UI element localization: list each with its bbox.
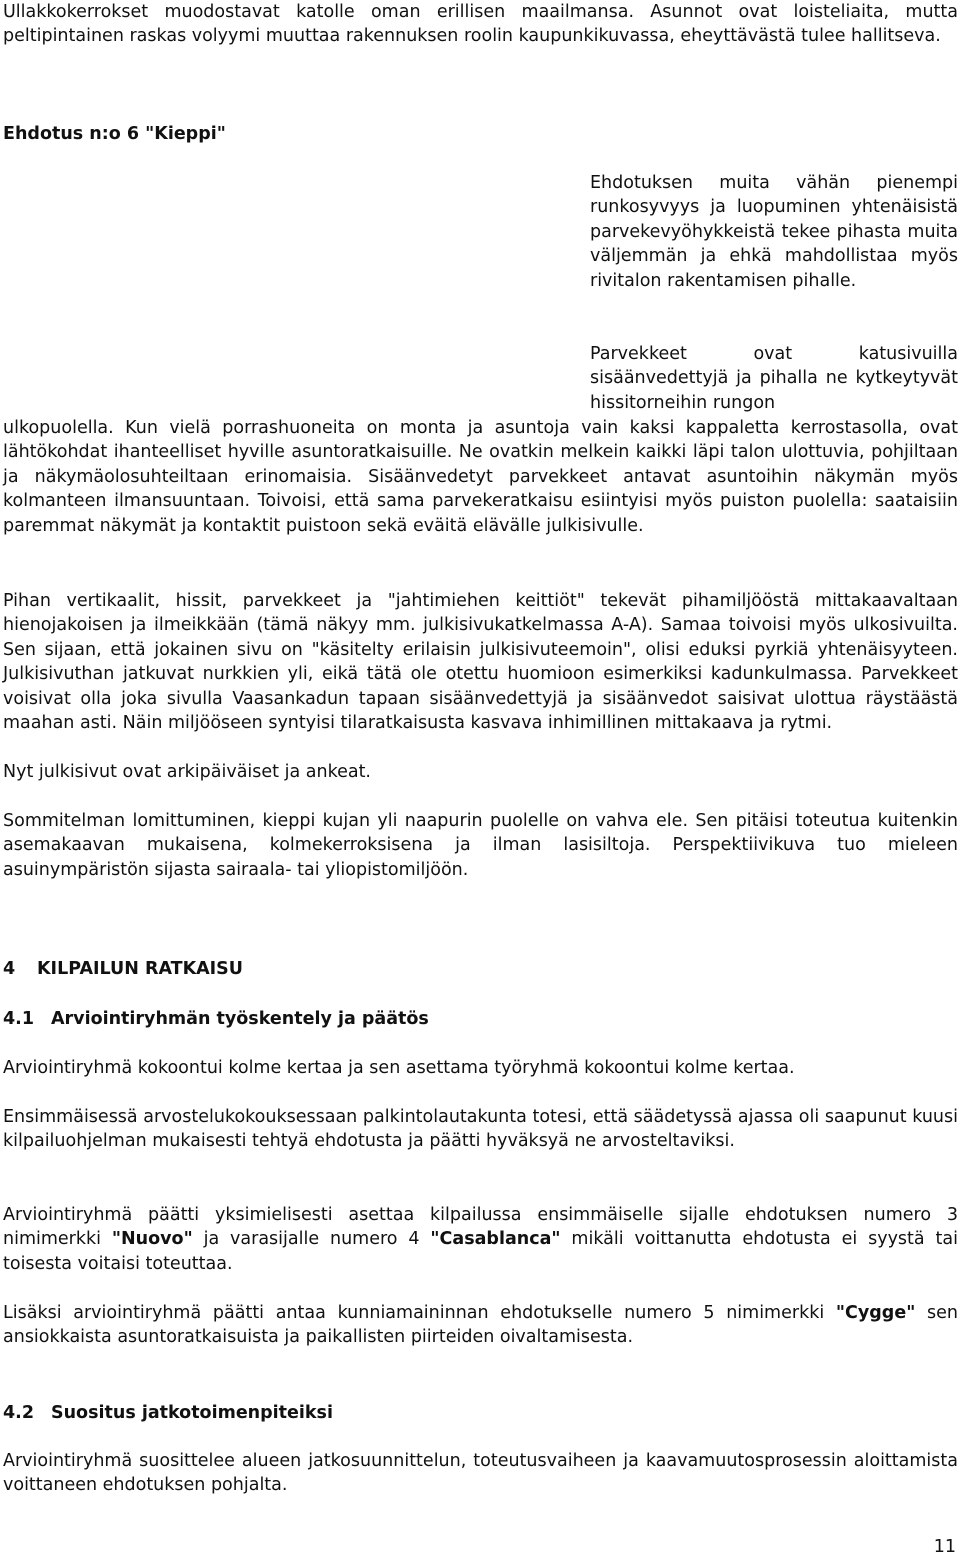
proposal-6-siteplan-paragraph: Sommitelman lomittuminen, kieppi kujan yli naapurin puolelle on vahva ele. Sen pitäisi toteutua kuitenkin asemakaavan mukaisena, kolmekerroksisena ja ilman lasisiltoja. Perspektiivikuva tuo mieleen asuinympäristön sijasta sairaala- tai yliopistomiljöön. xyxy=(3,811,958,880)
section-4-1-number: 4.1 xyxy=(3,1009,35,1029)
section-4-2-paragraph-1: Arviointiryhmä suosittelee alueen jatkosuunnittelun, toteutusvaiheen ja kaavamuutosprosessin aloittamista voittaneen ehdotuksen pohjalta. xyxy=(3,1451,958,1496)
proposal-6-balcony-paragraph: ulkopuolella. Kun vielä porrashuoneita on monta ja asuntoja vain kaksi kappaletta kerrostasolla, ovat lähtökohdat ihanteelliset hyville asuntoratkaisuille. Ne ovatkin melkein kaikki läpi talon ulottuvia, pohjiltaan ja näkymäolosuhteiltaan erinomaisia. Sisäänvedetyt parvekkeet antavat asuntoihin näkymän myös kolmanteen ilmansuuntaan. Toivoisi, että sama parvekeratkaisu esiintyisi myös puiston puolella: saataisiin paremmat näkymät ja kontaktit puistoon sekä eväitä elävälle julkisivulle. xyxy=(3,418,958,536)
paragraph-4-text-a: Lisäksi arviointiryhmä päätti antaa kunniamaininnan ehdotukselle numero 5 nimimerkki xyxy=(3,1303,836,1323)
proposal-6-right-column-paragraph-2: Parvekkeet ovat katusivuilla sisäänvedettyjä ja pihalla ne kytkeytyvät hissitorneihin rungon xyxy=(590,344,958,413)
page-number: 11 xyxy=(933,1537,956,1557)
paragraph-3-text-c: ja varasijalle numero 4 xyxy=(192,1229,431,1250)
section-4-title: KILPAILUN RATKAISU xyxy=(37,959,244,979)
runner-up-pseudonym: "Casablanca" xyxy=(430,1229,561,1250)
section-4-1-paragraph-1: Arviointiryhmä kokoontui kolme kertaa ja sen asettama työryhmä kokoontui kolme kertaa. xyxy=(3,1058,795,1078)
section-4-number: 4 xyxy=(3,959,16,979)
proposal-6-facade-last-line: Nyt julkisivut ovat arkipäiväiset ja ankeat. xyxy=(3,762,371,782)
section-4-1-paragraph-2: Ensimmäisessä arvostelukokouksessaan palkintolautakunta totesi, että säädetyssä ajassa oli saapunut kuusi kilpailuohjelman mukaisesti tehtyä ehdotusta ja päätti hyväksyä ne arvosteltaviksi. xyxy=(3,1107,958,1152)
section-4-2-number: 4.2 xyxy=(3,1403,35,1423)
section-4-1-heading xyxy=(3,1007,429,1031)
section-4-1-title: Arviointiryhmän työskentely ja päätös xyxy=(51,1009,429,1029)
paragraph-4-text-c: sen ansiokkaista asuntoratkaisuista ja paikallisten piirteiden oivaltamisesta. xyxy=(3,1303,959,1348)
proposal-6-facade-paragraph: Pihan vertikaalit, hissit, parvekkeet ja "jahtimiehen keittiöt" tekevät pihamiljööstä mittakaavaltaan hienojakoisen ja ilmeikkään (tämä näkyy mm. julkisivukatkelmassa A-A). Samaa toivoisi myös ulkosivuilta. Sen sijaan, että jokainen sivu on "käsitelty erilaisin julkisivuteemoin", olisi eduksi pyrkiä yhtenäisyyteen. Julkisivuthan jatkuvat nurkkien yli, eikä tätä ole otettu huomioon esimerkiksi kadunkulmassa. Parvekkeet voisivat olla joka sivulla Vaasankadun tapaan sisäänvedettyjä ja sisäänvedot saisivat ulottua räystäästä maahan asti. Näin miljööseen syntyisi tilaratkaisusta kasvava inhimillinen mittakaava ja rytmi. xyxy=(3,591,958,734)
honorable-mention-pseudonym: "Cygge" xyxy=(835,1303,916,1323)
section-4-1-paragraph-3 xyxy=(3,1203,958,1276)
paragraph-3-text-a: Arviointiryhmä päätti yksimielisesti asettaa kilpailussa ensimmäiselle sijalle ehdotuksen numero 3 nimimerkki xyxy=(3,1205,958,1250)
proposal-6-right-column-paragraph-1: Ehdotuksen muita vähän pienempi runkosyvyys ja luopuminen yhtenäisistä parvekevyöhykkeistä tekee pihasta muita väljemmän ja ehkä mahdollistaa myös rivitalon rakentamisen pihalle. xyxy=(590,173,958,291)
winner-pseudonym: "Nuovo" xyxy=(111,1229,193,1250)
paragraph-3-text-e: mikäli voittanutta ehdotusta ei syystä tai toisesta voitaisi toteuttaa. xyxy=(3,1229,958,1274)
intro-paragraph: Ullakkokerrokset muodostavat katolle oman erillisen maailmansa. Asunnot ovat loisteliaita, mutta peltipintainen raskas volyymi muuttaa rakennuksen roolin kaupunkikuvassa, eheyttävästä tulee hallitseva. xyxy=(3,2,958,47)
section-4-heading xyxy=(3,957,243,981)
section-4-2-title: Suositus jatkotoimenpiteiksi xyxy=(51,1403,333,1423)
proposal-6-heading: Ehdotus n:o 6 "Kieppi" xyxy=(3,124,226,144)
section-4-1-paragraph-4 xyxy=(3,1301,958,1350)
section-4-2-heading xyxy=(3,1401,333,1425)
